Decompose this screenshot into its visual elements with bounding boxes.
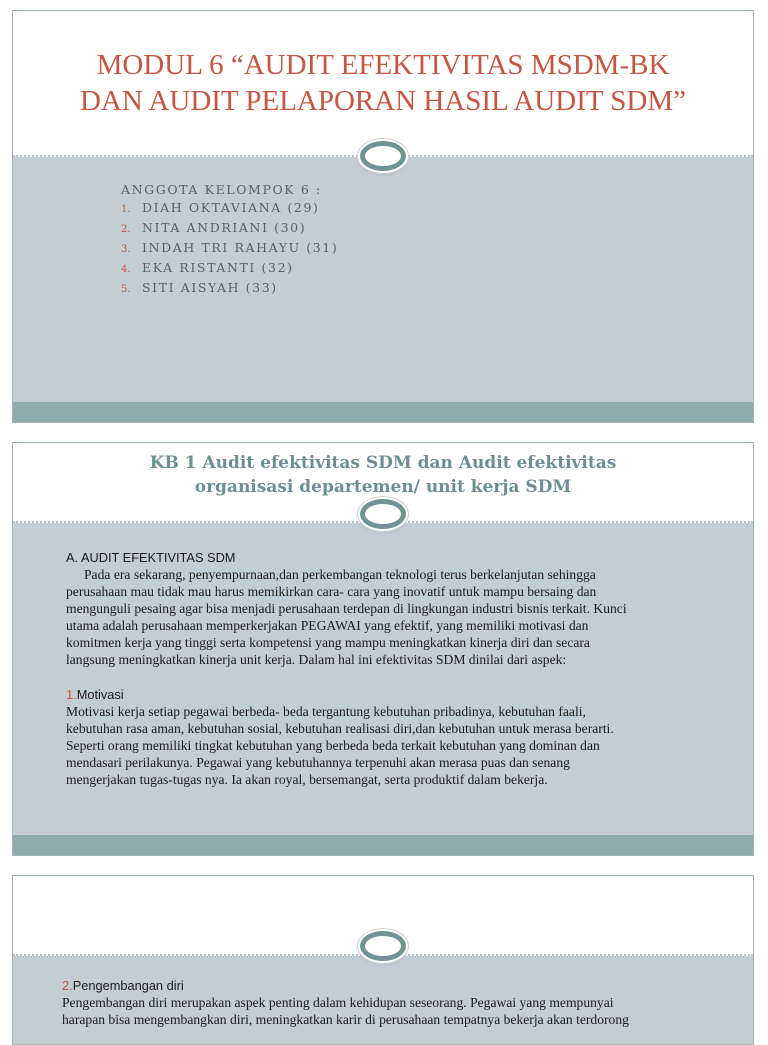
- point-line: Pengembangan diri merupakan aspek penting dalam kehidupan seseorang. Pegawai yang mempunyai: [62, 995, 614, 1010]
- point-line: kebutuhan rasa aman, kebutuhan sosial, kebutuhan realisasi diri,dan kebutuhan untuk merasa berarti.: [66, 721, 614, 736]
- intro-line: perusahaan mau tidak mau harus memikirkan cara- cara yang inovatif untuk mampu bersaing dan: [66, 584, 597, 599]
- item-number: 2.: [121, 224, 131, 235]
- members-heading: ANGGOTA KELOMPOK 6 :: [121, 182, 322, 197]
- list-item: [121, 259, 338, 279]
- ring-ornament-icon: [360, 141, 406, 171]
- ring-ornament-icon: [360, 499, 406, 529]
- member-name: SITI AISYAH (33): [142, 280, 278, 295]
- member-name: NITA ANDRIANI (30): [142, 220, 307, 235]
- item-number: 3.: [121, 244, 131, 255]
- title-line-1: MODUL 6 “AUDIT EFEKTIVITAS MSDM-BK: [96, 49, 670, 81]
- members-list: [121, 181, 338, 299]
- title-line-2: organisasi departemen/ unit kerja SDM: [194, 477, 572, 497]
- list-item: [121, 239, 338, 259]
- slide-1-header: [13, 11, 753, 157]
- member-name: DIAH OKTAVIANA (29): [142, 200, 320, 215]
- point-line: mendasari perilakunya. Pegawai yang kebutuhannya terpenuhi akan merasa puas dan senang: [66, 755, 570, 770]
- slide-2-footer-bar: [13, 835, 753, 855]
- title-line-1: KB 1 Audit efektivitas SDM dan Audit efektivitas: [149, 453, 617, 473]
- point-line: Motivasi kerja setiap pegawai berbeda- beda tergantung kebutuhan pribadinya, kebutuhan faali,: [66, 704, 586, 719]
- intro-line: komitmen kerja yang tinggi serta kompetensi yang mampu meningkatkan kinerja diri dan secara: [66, 635, 590, 650]
- point-title: Motivasi: [76, 687, 124, 702]
- member-name: INDAH TRI RAHAYU (31): [142, 240, 339, 255]
- list-item: [121, 199, 338, 219]
- slide-2: [12, 442, 754, 856]
- point-heading: [66, 686, 736, 703]
- section-heading: A. AUDIT EFEKTIVITAS SDM: [66, 550, 236, 565]
- intro-line: mengunguli pesaing agar bisa menjadi perusahaan terdepan di lingkungan industri bisnis terkait. Kunci: [66, 601, 627, 616]
- slide-1-footer-bar: [13, 402, 753, 422]
- point-number: 1.: [66, 687, 77, 702]
- slide-1: [12, 10, 754, 423]
- item-number: 5.: [121, 284, 131, 295]
- list-item: [121, 219, 338, 239]
- item-number: 4.: [121, 264, 131, 275]
- member-name: EKA RISTANTI (32): [142, 260, 294, 275]
- point-line: mengerjakan tugas-tugas nya. Ia akan royal, bersemangat, serta produktif dalam bekerja.: [66, 772, 548, 787]
- ring-ornament-icon: [360, 931, 406, 961]
- slide-3: [12, 875, 754, 1045]
- slide-2-title: [120, 451, 647, 499]
- point-title: Pengembangan diri: [72, 978, 184, 993]
- item-number: 1.: [121, 204, 131, 215]
- intro-line: Pada era sekarang, penyempurnaan,dan perkembangan teknologi terus berkelanjutan sehingga: [84, 567, 596, 582]
- intro-line: langsung meningkatkan kinerja unit kerja. Dalam hal ini efektivitas SDM dinilai dari aspek:: [66, 652, 567, 667]
- list-item: [121, 279, 338, 299]
- slide-1-title: [60, 47, 706, 119]
- slide-3-body: [62, 977, 742, 1028]
- slide-2-body: [66, 549, 736, 788]
- intro-line: utama adalah perusahaan memperkerjakan PEGAWAI yang efektif, yang memiliki motivasi dan: [66, 618, 589, 633]
- title-line-2: DAN AUDIT PELAPORAN HASIL AUDIT SDM”: [79, 85, 687, 117]
- point-line: harapan bisa mengembangkan diri, meningkatkan karir di perusahaan tempatnya bekerja akan terdorong: [62, 1012, 629, 1027]
- point-number: 2.: [62, 978, 73, 993]
- point-heading: [62, 977, 742, 994]
- point-line: Seperti orang memiliki tingkat kebutuhan yang berbeda beda terkait kebutuhan yang dominan dan: [66, 738, 600, 753]
